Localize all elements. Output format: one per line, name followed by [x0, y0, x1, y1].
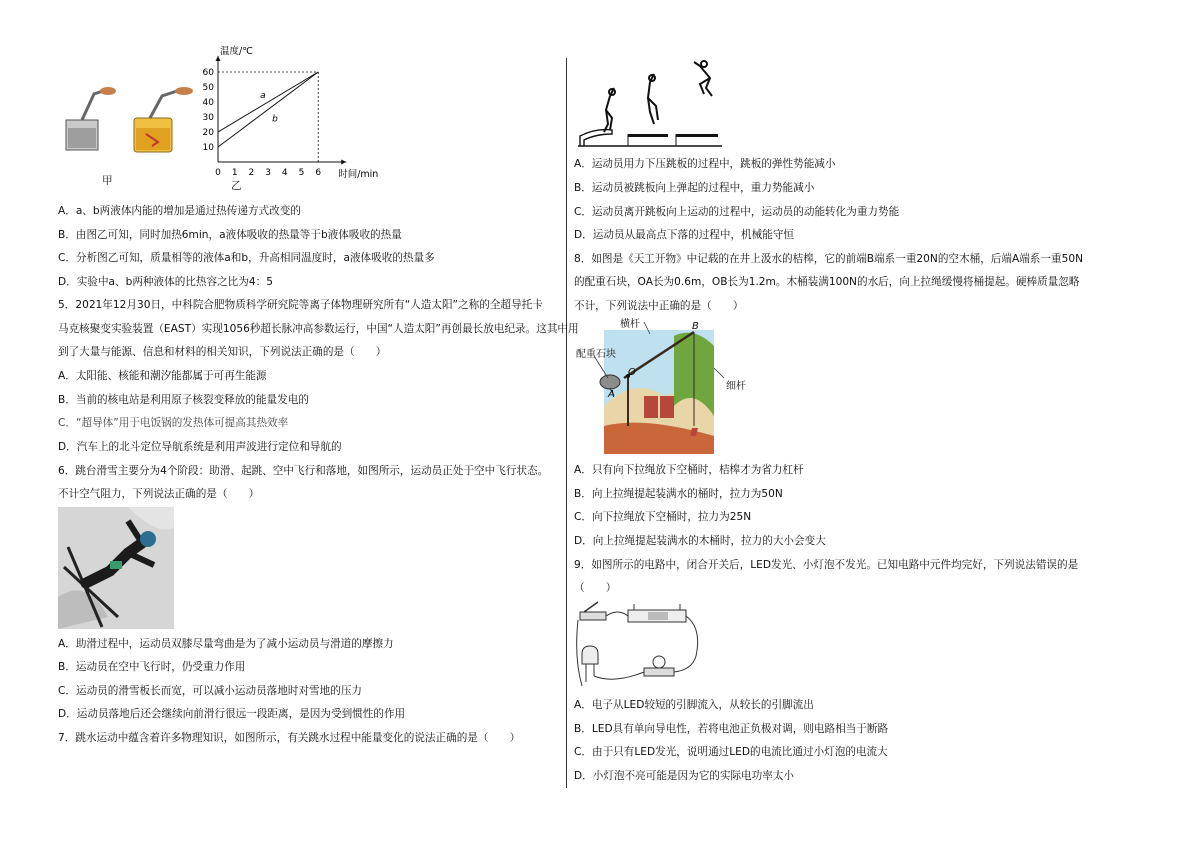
q8-stem-line-1: 8．如图是《天工开物》中记载的在井上汲水的桔槔，它的前端B端系一重20N的空木桶，后端A端系一重50N — [574, 253, 1083, 265]
q8-label-a: A — [608, 389, 615, 400]
q8-label-stone: 配重石块 — [576, 349, 616, 360]
x-tick-label: 3 — [265, 168, 271, 178]
q7-stem: 7．跳水运动中蕴含着许多物理知识，如图所示，有关跳水过程中能量变化的说法正确的是（ ） — [58, 732, 521, 744]
q8-stem-line-3: 不计，下列说法中正确的是（ ） — [574, 300, 744, 312]
q5-stem-line-2: 马克核聚变实验装置（EAST）实现1056秒超长脉冲高参数运行，中国“人造太阳”再创最长放电纪录。这其中用 — [58, 323, 579, 335]
x-tick-label: 6 — [315, 168, 322, 178]
y-axis-label: 温度/℃ — [220, 46, 253, 57]
q5-stem-line-3: 到了大量与能源、信息和材料的相关知识，下列说法正确的是（ ） — [58, 346, 387, 358]
y-tick-label: 60 — [202, 68, 214, 78]
battery — [628, 604, 686, 622]
q4-option-d: D．实验中a、b两种液体的比热容之比为4：5 — [58, 276, 273, 288]
diver-3 — [694, 61, 712, 96]
q8-label-b: B — [692, 321, 699, 332]
y-tick-label: 40 — [202, 98, 214, 108]
q8-label-rod: 细杆 — [726, 381, 746, 392]
x-tick-label: 2 — [248, 168, 255, 178]
temperature-time-chart — [198, 46, 428, 192]
q7-option-a: A．运动员用力下压跳板的过程中，跳板的弹性势能减小 — [574, 158, 836, 170]
heating-apparatus-figure — [60, 84, 200, 156]
q7-option-c: C．运动员离开跳板向上运动的过程中，运动员的动能转化为重力势能 — [574, 206, 900, 218]
q9-option-b: B．LED具有单向导电性，若将电池正负极对调，则电路相当于断路 — [574, 723, 889, 735]
diving-sequence-figure — [576, 58, 726, 150]
q9-option-d: D．小灯泡不亮可能是因为它的实际电功率太小 — [574, 770, 795, 782]
q9-stem-line-2: （ ） — [574, 582, 617, 594]
q7-option-b: B．运动员被跳板向上弹起的过程中，重力势能减小 — [574, 182, 815, 194]
beaker-a — [66, 87, 116, 150]
q4-option-a: A．a、b两液体内能的增加是通过热传递方式改变的 — [58, 205, 301, 217]
column-divider — [566, 58, 567, 788]
y-tick-label: 10 — [202, 143, 214, 153]
q9-stem-line-1: 9．如图所示的电路中，闭合开关后，LED发光、小灯泡不发光。已知电路中元件均完好，下列说法错误的是 — [574, 559, 1079, 571]
q8-option-c: C．向下拉绳放下空桶时，拉力为25N — [574, 511, 752, 523]
q9-option-c: C．由于只有LED发光，说明通过LED的电流比通过小灯泡的电流大 — [574, 746, 888, 758]
q6-option-c: C．运动员的滑雪板长而宽，可以减小运动员落地时对雪地的压力 — [58, 685, 363, 697]
q5-option-a: A．太阳能、核能和潮汐能都属于可再生能源 — [58, 370, 267, 382]
diver-2 — [648, 74, 658, 124]
x-tick-label: 5 — [298, 168, 305, 178]
beaker-b — [134, 87, 193, 152]
q6-option-a: A．助滑过程中，运动员双膝尽量弯曲是为了减小运动员与滑道的摩擦力 — [58, 638, 394, 650]
x-tick-label: 4 — [281, 168, 288, 178]
q6-option-b: B．运动员在空中飞行时，仍受重力作用 — [58, 661, 246, 673]
x-tick-label: 1 — [231, 168, 238, 178]
switch — [580, 602, 606, 620]
x-axis-label: 时间/min — [338, 169, 379, 180]
y-tick-label: 50 — [202, 83, 214, 93]
q8-option-a: A．只有向下拉绳放下空桶时，桔槔才为省力杠杆 — [574, 464, 804, 476]
q4-option-c: C．分析图乙可知，质量相等的液体a和b，升高相同温度时，a液体吸收的热量多 — [58, 252, 435, 264]
q6-stem-line-2: 不计空气阻力，下列说法正确的是（ ） — [58, 488, 260, 500]
q5-option-d: D．汽车上的北斗定位导航系统是利用声波进行定位和导航的 — [58, 441, 342, 453]
q5-stem-line-1: 5．2021年12月30日，中科院合肥物质科学研究院等离子体物理研究所有“人造太阳”之称的全超导托卡 — [58, 299, 543, 311]
small-bulb — [644, 656, 674, 676]
y-tick-label: 30 — [202, 113, 214, 123]
q6-option-d: D．运动员落地后还会继续向前滑行很远一段距离，是因为受到惯性的作用 — [58, 708, 406, 720]
x-tick-label: 0 — [215, 168, 221, 178]
q7-option-d: D．运动员从最高点下落的过程中，机械能守恒 — [574, 229, 795, 241]
q5-option-c: C．“超导体”用于电饭锅的发热体可提高其热效率 — [58, 417, 289, 429]
led-circuit-figure — [574, 598, 704, 692]
q8-label-beam: 横杆 — [620, 319, 640, 330]
series-label-b: b — [272, 114, 278, 125]
q8-label-o: O — [628, 367, 636, 378]
q6-stem-line-1: 6．跳台滑雪主要分为4个阶段：助滑、起跳、空中飞行和落地，如图所示，运动员正处于空中飞行状态。 — [58, 465, 549, 477]
figure-yi-caption: 乙 — [231, 180, 242, 192]
q8-option-b: B．向上拉绳提起装满水的桶时，拉力为50N — [574, 488, 783, 500]
skier-photo — [58, 507, 174, 629]
series-label-a: a — [260, 91, 266, 101]
figure-jia-caption: 甲 — [102, 175, 113, 187]
x-axis-arrow — [341, 160, 346, 165]
q5-option-b: B．当前的核电站是利用原子核裂变释放的能量发电的 — [58, 394, 309, 406]
q9-option-a: A．电子从LED较短的引脚流入，从较长的引脚流出 — [574, 699, 814, 711]
q8-stem-line-2: 的配重石块，OA长为0.6m，OB长为1.2m。木桶装满100N的水后，向上拉绳缓慢将桶提起。硬棒质量忽略 — [574, 276, 1080, 288]
diver-1 — [604, 88, 615, 132]
q8-option-d: D．向上拉绳提起装满水的木桶时，拉力的大小会变大 — [574, 535, 826, 547]
series-line-b — [218, 72, 318, 147]
q4-option-b: B．由图乙可知，同时加热6min，a液体吸收的热量等于b液体吸收的热量 — [58, 229, 402, 241]
y-tick-label: 20 — [202, 128, 214, 138]
series-line-a — [218, 72, 318, 132]
